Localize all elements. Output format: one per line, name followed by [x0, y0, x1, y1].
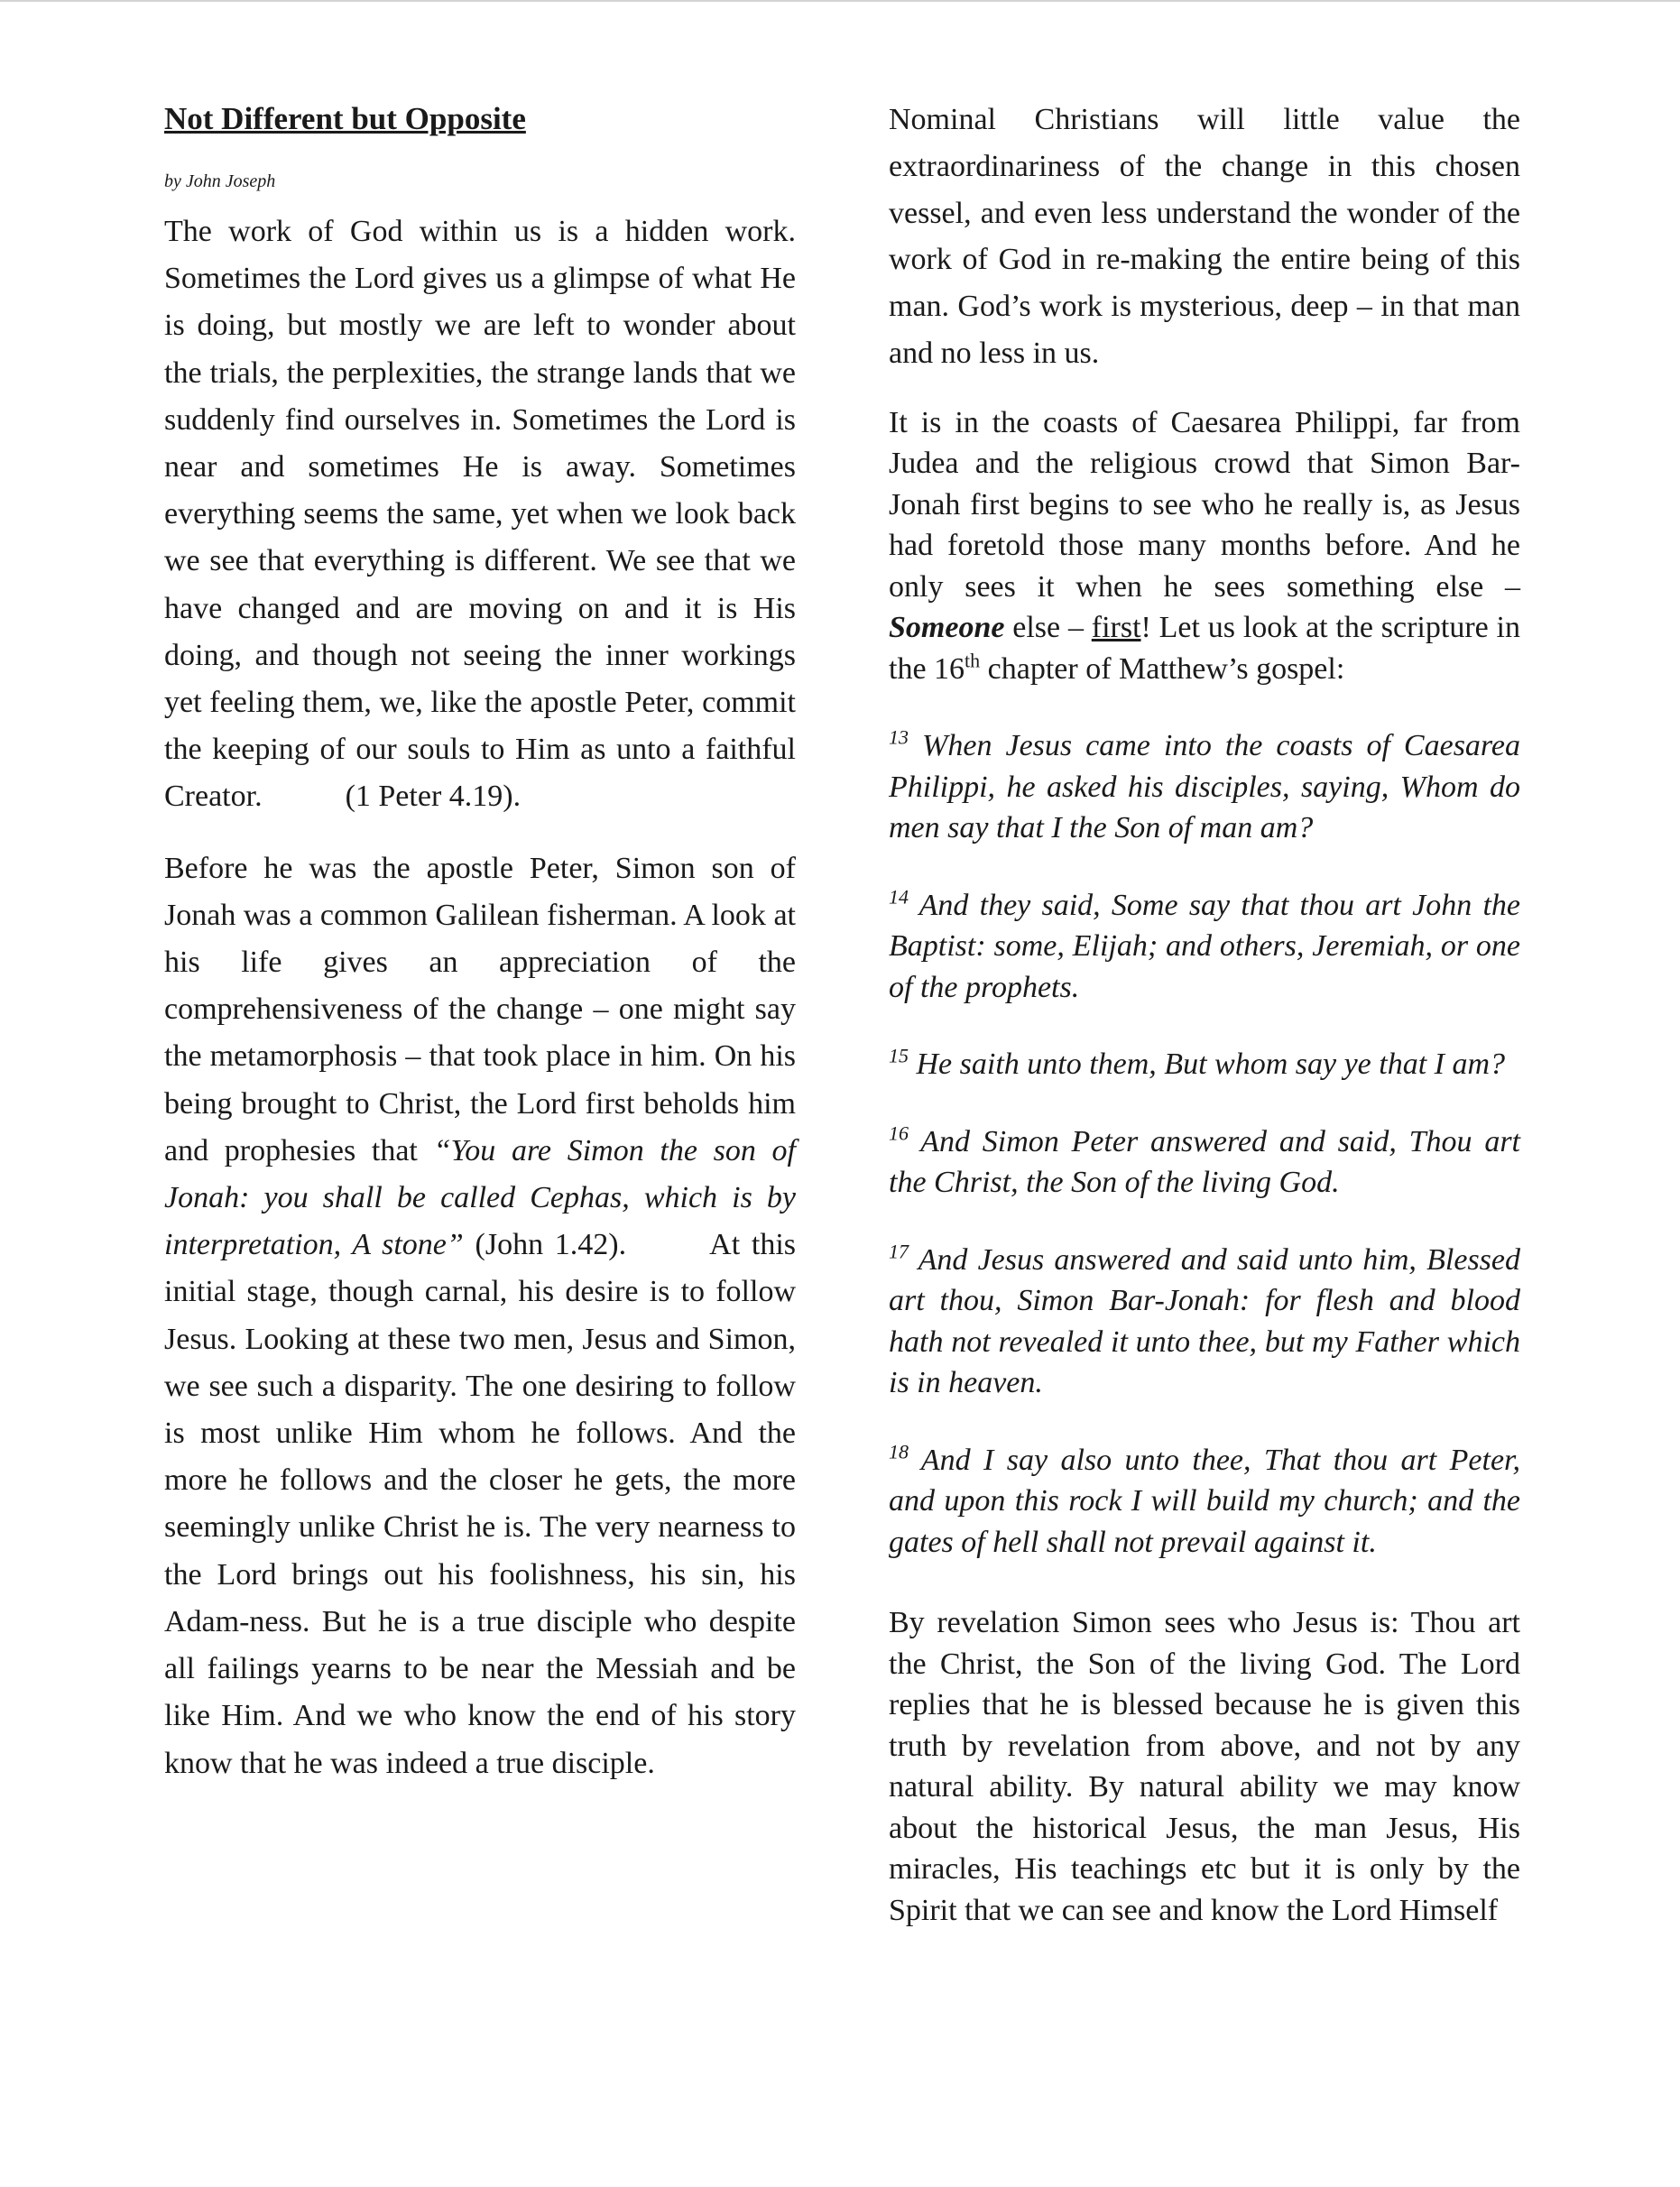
- verse-18: [889, 1440, 1520, 1564]
- article-title: Not Different but Opposite: [164, 101, 526, 136]
- verse-text: And Simon Peter answered and said, Thou art the Christ, the Son of the living God.: [889, 1124, 1520, 1200]
- paragraph-nominal-christians-block: [889, 97, 1520, 377]
- paragraph-text: The work of God within us is a hidden work. Sometimes the Lord gives us a glimpse of what He is doing, but mostly we are left to wonder about the trials, the perplexities, the strange lands that we suddenly find ourselves in. Sometimes the Lord is near and sometimes He is away. Sometimes everything seems the same, yet when we look back we see that everything is different. We see that we have changed and are moving on and it is His doing, and though not seeing the inner workings yet feeling them, we, like the apostle Peter, commit the keeping of our souls to Him as unto a faithful Creator.: [164, 215, 796, 814]
- paragraph-text: It is in the coasts of Caesarea Philippi, far from Judea and the religious crowd that Simon Bar-Jonah first begins to see who he really is, as Jesus had foretold those many months before. And he only sees it when he sees something else –: [889, 405, 1520, 604]
- verse-number: 16: [889, 1121, 909, 1145]
- paragraph-text: else –: [1004, 611, 1092, 645]
- article-byline: by John Joseph: [164, 171, 276, 191]
- paragraph-simon-fisherman: [164, 845, 796, 1787]
- verse-number: 14: [889, 885, 909, 909]
- scripture-reference: (1 Peter 4.19).: [345, 780, 522, 814]
- ordinal-suffix: th: [965, 649, 981, 672]
- paragraph-revelation: By revelation Simon sees who Jesus is: Thou art the Christ, the Son of the living God. The Lord replies that he is blessed because he is given this truth by revelation from above, and not by any natural ability. By natural ability we may know about the historical Jesus, the man Jesus, His miracles, His teachings etc but it is only by the Spirit that we can see and know the Lord Himself: [889, 1606, 1520, 1927]
- paragraph-caesarea-philippi: [889, 402, 1520, 690]
- verse-text: He saith unto them, But whom say ye that I am?: [909, 1047, 1506, 1082]
- left-column: [164, 97, 796, 1787]
- paragraph-text: ! Let us look at the scripture in the 16: [889, 611, 1520, 686]
- verse-number: 15: [889, 1044, 909, 1067]
- verse-text: And I say also unto thee, That thou art Peter, and upon this rock I will build my church; and the gates of hell shall not prevail against it.: [889, 1443, 1520, 1559]
- paragraph-nominal-christians: Nominal Christians will little value the extraordinariness of the change in this chosen vessel, and even less understand the wonder of the work of God in re-making the entire being of this man. God’s work is mysterious, deep – in that man and no less in us.: [889, 103, 1520, 370]
- verse-text: And Jesus answered and said unto him, Blessed art thou, Simon Bar-Jonah: for flesh and blood hath not revealed it unto thee, but my Father which is in heaven.: [889, 1242, 1520, 1400]
- scripture-quote: “You are Simon the son of Jonah: you shall be called Cephas, which is by interpretation, A stone”: [164, 1133, 796, 1262]
- verse-number: 17: [889, 1240, 909, 1263]
- verse-number: 18: [889, 1440, 909, 1463]
- paragraph-text: Before he was the apostle Peter, Simon son of Jonah was a common Galilean fisherman. A look at his life gives an appreciation of the comprehensiveness of the change – one might say the metamorphosis – that took place in him. On his being brought to Christ, the Lord first beholds him and prophesies that: [164, 851, 796, 1167]
- paragraph-text: At: [709, 1228, 741, 1262]
- verse-text: And they said, Some say that thou art John the Baptist: some, Elijah; and others, Jeremiah, or one of the prophets.: [889, 888, 1520, 1004]
- verse-17: [889, 1240, 1520, 1404]
- verse-14: [889, 885, 1520, 1009]
- verse-text: When Jesus came into the coasts of Caesarea Philippi, he asked his disciples, saying, Whom do men say that I the Son of man am?: [889, 729, 1520, 845]
- paragraph-hidden-work: [164, 208, 796, 821]
- emphasis-someone: Someone: [889, 611, 1005, 645]
- right-column: [889, 97, 1520, 1931]
- paragraph-text: chapter of Matthew’s gospel:: [980, 651, 1345, 686]
- paragraph-text: this initial stage, though carnal, his desire is to follow Jesus. Looking at these two men, Jesus and Simon, we see such a disparity. The one desiring to follow is most unlike Him whom he follows. And the more he follows and the closer he gets, the more seemingly unlike Christ he is. The very nearness to the Lord brings out his foolishness, his sin, his Adam-ness. But he is a true disciple who despite all failings yearns to be near the Messiah and be like Him. And we who know the end of his story know that he was indeed a true disciple.: [164, 1228, 796, 1780]
- verse-15: [889, 1044, 1520, 1085]
- verse-16: [889, 1121, 1520, 1204]
- verse-13: [889, 725, 1520, 849]
- scripture-reference: (John 1.42).: [463, 1228, 627, 1262]
- verse-number: 13: [889, 725, 909, 749]
- emphasis-first: first: [1091, 611, 1141, 645]
